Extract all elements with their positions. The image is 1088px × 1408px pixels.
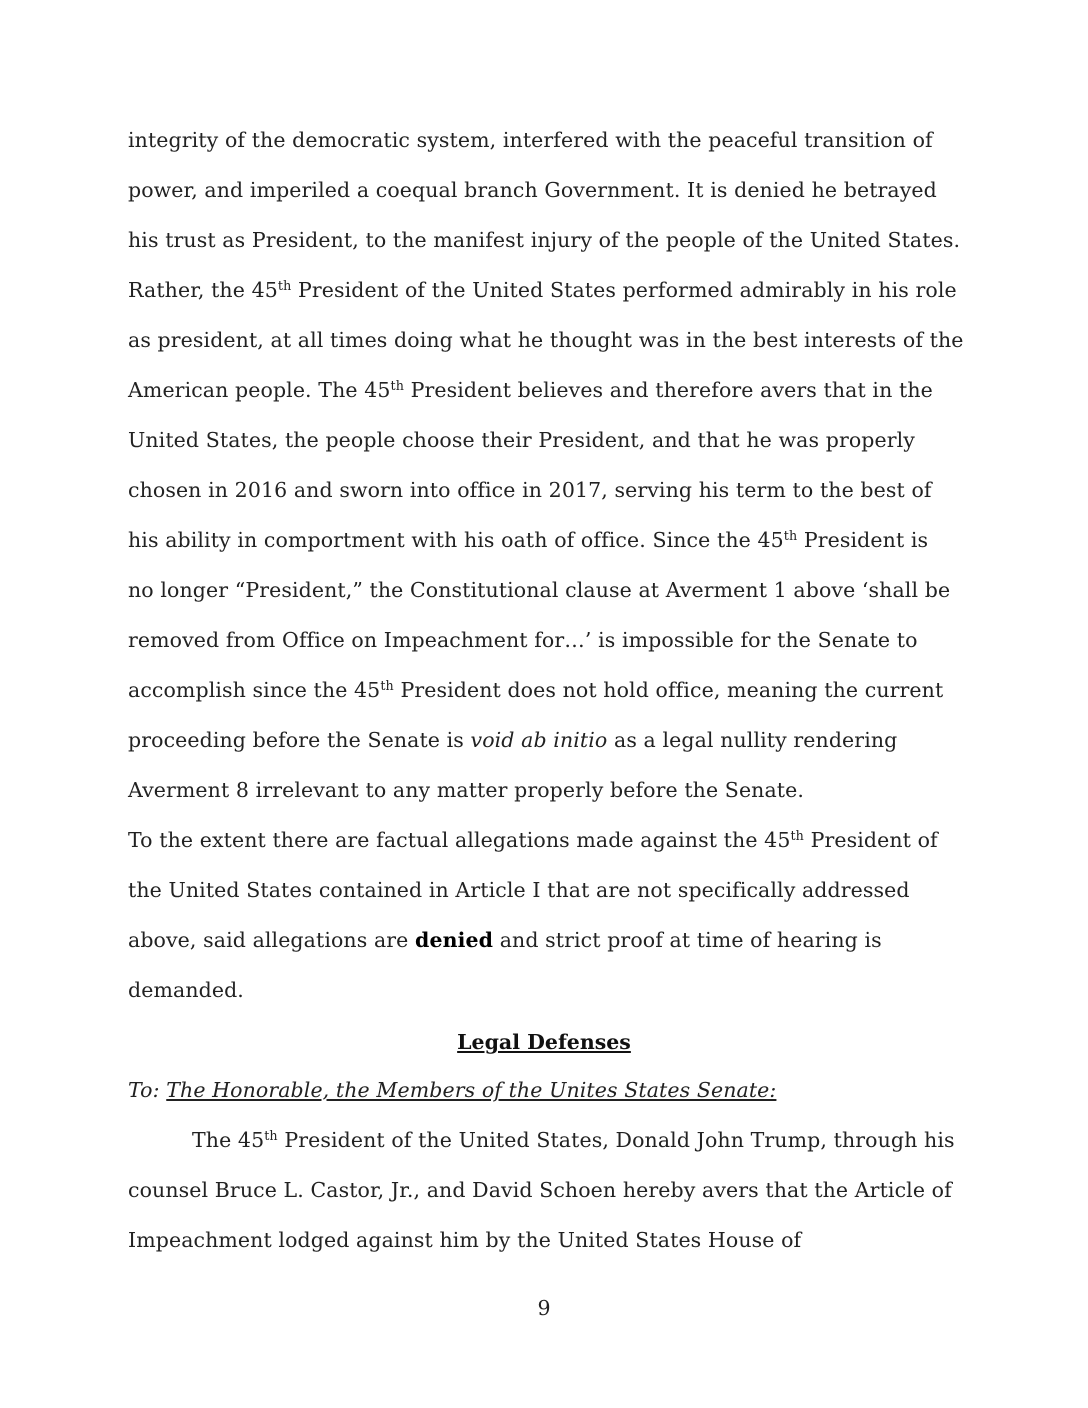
page-number: 9 — [537, 1296, 551, 1320]
denied-emphasis: denied — [415, 928, 494, 952]
closing-line: counsel Bruce L. Castor, Jr., and David Schoen hereby avers that the Article of — [128, 1178, 952, 1202]
closing-line: The 45th President of the United States, Donald John Trump, through his — [192, 1128, 955, 1152]
body-line: above, said allegations are denied and strict proof at time of hearing is — [128, 928, 882, 952]
body-line: accomplish since the 45th President does not hold office, meaning the current — [128, 678, 944, 702]
body-line: his ability in comportment with his oath of office. Since the 45th President is — [128, 528, 929, 552]
body-line: To the extent there are factual allegations made against the 45th President of — [128, 828, 938, 852]
body-line: United States, the people choose their President, and that he was properly — [128, 428, 915, 452]
body-line: chosen in 2016 and sworn into office in 2017, serving his term to the best of — [128, 478, 932, 502]
section-heading: Legal Defenses — [457, 1030, 631, 1054]
body-line: American people. The 45th President believes and therefore avers that in the — [128, 378, 933, 402]
body-line: Rather, the 45th President of the United States performed admirably in his role — [128, 278, 957, 302]
body-line: power, and imperiled a coequal branch Government. It is denied he betrayed — [128, 178, 937, 202]
body-line: demanded. — [128, 978, 244, 1002]
body-line: Averment 8 irrelevant to any matter properly before the Senate. — [128, 778, 804, 802]
salutation: To: The Honorable, the Members of the Unites States Senate: — [128, 1078, 777, 1102]
body-line: the United States contained in Article I that are not specifically addressed — [128, 878, 910, 902]
body-line: his trust as President, to the manifest injury of the people of the United States. — [128, 228, 961, 252]
body-line: integrity of the democratic system, interfered with the peaceful transition of — [128, 128, 933, 152]
body-line: as president, at all times doing what he thought was in the best interests of the — [128, 328, 964, 352]
body-line: proceeding before the Senate is void ab initio as a legal nullity rendering — [128, 728, 898, 752]
latin-phrase: void ab initio — [470, 728, 608, 752]
body-line: removed from Office on Impeachment for…’ is impossible for the Senate to — [128, 628, 918, 652]
closing-line: Impeachment lodged against him by the United States House of — [128, 1228, 802, 1252]
body-line: no longer “President,” the Constitutional clause at Averment 1 above ‘shall be — [128, 578, 951, 602]
